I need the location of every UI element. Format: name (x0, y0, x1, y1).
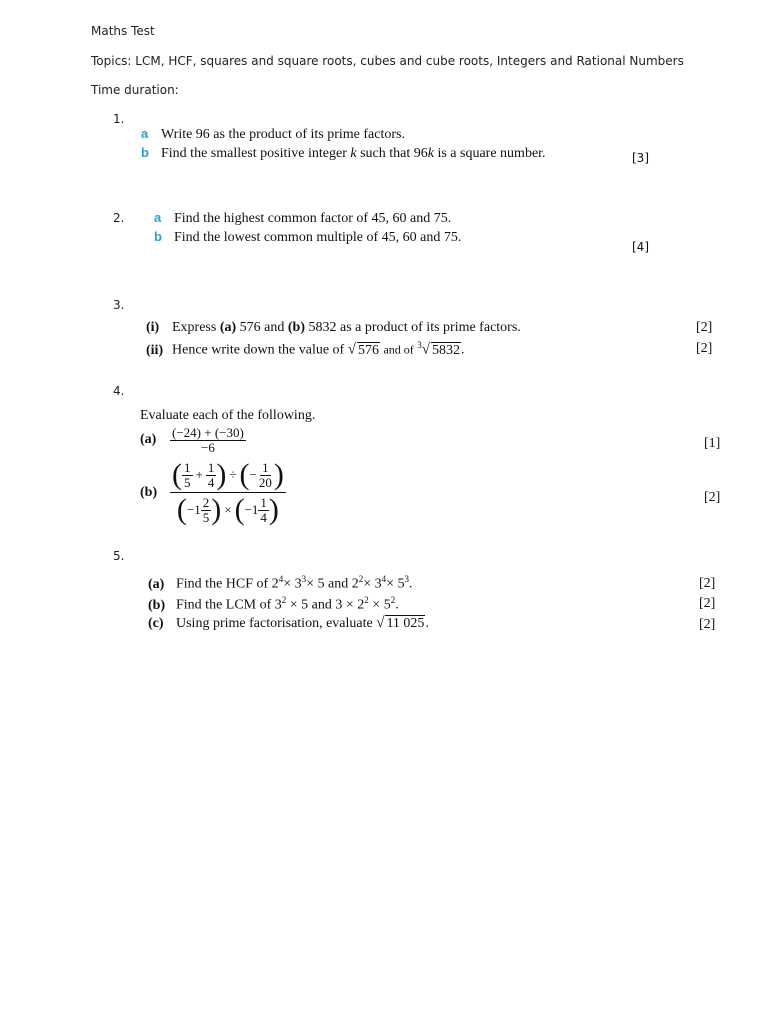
q3-ii-text-1: Hence write down the value of (172, 342, 348, 358)
q1-b-var: k (350, 146, 357, 161)
q3-i-marks: [2] (696, 320, 713, 335)
q1-b-text-2: such that 96 (356, 146, 428, 161)
q2-part-a (154, 210, 451, 227)
q5-b-marks: [2] (699, 596, 716, 611)
q2-b-text: Find the lowest common multiple of 45, 60 and 75. (174, 230, 462, 245)
q1-b-letter: b (141, 145, 149, 160)
question-number-5: 5. (113, 549, 125, 563)
q4-b-f3: $\frac{1}{20}$ (258, 459, 272, 490)
q1-part-b (141, 145, 546, 162)
q5-part-a: (a) Find the HCF of $2^4\times 3^3\times 5$ and $2^2\times 3^4\times 5^3$. (148, 574, 413, 592)
q3-ii-label: (ii) (146, 342, 164, 358)
page-title: Maths Test (91, 24, 155, 38)
q1-marks: [3] (632, 151, 649, 165)
q1-b-text-3: is a square number. (433, 146, 546, 161)
q4-a-denominator: −6 (200, 439, 215, 455)
q3-ii-cbrt-index: 3 (417, 340, 422, 350)
question-number-1: 1. (113, 112, 125, 126)
q1-a-letter: a (141, 126, 149, 141)
q5-c-marks: [2] (699, 617, 716, 632)
q3-i-text-1: Express (172, 320, 220, 335)
q4-part-b (140, 460, 286, 525)
q3-ii-sqrt-val: 576 (357, 342, 379, 358)
q5-part-c: (c) Using prime factorisation, evaluate √ 11 025. (148, 615, 429, 631)
q4-b-label: (b) (140, 484, 158, 500)
q4-a-fraction (170, 426, 246, 454)
q4-b-numerator: ( $\frac{1}{5}$ + $\frac{1}{4}$ ) ÷ ( − $\frac{1}{20}$ ) (172, 458, 284, 491)
q5-part-b: (b) Find the LCM of $3^2 \times 5$ and $3 \times 2^2 \times 5^2$. (148, 595, 399, 613)
q4-b-m1: $\frac{2}{5}$ (202, 494, 210, 525)
topics-line: Topics: LCM, HCF, squares and square roots, cubes and cube roots, Integers and Rational Numbers (91, 54, 684, 68)
q1-b-text-1: Find the smallest positive integer (161, 146, 351, 161)
q4-b-marks: [2] (704, 490, 721, 505)
q3-ii-text-2: and of (383, 342, 414, 357)
q4-b-f2: $\frac{1}{4}$ (207, 459, 215, 490)
q3-i-a: (a) (219, 320, 237, 335)
question-number-4: 4. (113, 384, 125, 398)
q3-part-i (146, 320, 521, 336)
q4-a-label: (a) (140, 432, 157, 448)
q4-a-marks: [1] (704, 436, 721, 451)
q2-part-b (154, 229, 461, 246)
q3-ii-cbrt-val: 5832 (432, 342, 461, 358)
q4-b-denominator: ( −1 $\frac{2}{5}$ ) × ( −1 $\frac{1}{4}$ ) (176, 493, 279, 526)
q1-b-var2: k (427, 146, 434, 161)
q2-a-text: Find the highest common factor of 45, 60 and 75. (174, 211, 452, 226)
q3-i-text-2: 576 and (236, 320, 288, 335)
q1-a-text: Write 96 as the product of its prime factors. (161, 127, 405, 142)
q2-b-letter: b (154, 229, 162, 244)
q3-i-text-3: 5832 as a product of its prime factors. (305, 320, 521, 335)
time-duration: Time duration: (91, 83, 179, 97)
q4-b-m2: $\frac{1}{4}$ (260, 494, 267, 525)
q3-ii-marks: [2] (696, 341, 713, 356)
q5-a-marks: [2] (699, 576, 716, 591)
q5-a-label: (a) (148, 576, 165, 592)
cbrt-symbol: √ (421, 341, 431, 358)
q5-c-sqrt-val: 11 025 (386, 616, 425, 631)
q2-a-letter: a (154, 210, 162, 225)
q2-marks: [4] (632, 240, 649, 254)
q5-c-label: (c) (148, 616, 164, 631)
q4-intro: Evaluate each of the following. (140, 408, 316, 423)
q4-part-a (140, 426, 246, 454)
q3-i-b: (b) (287, 320, 305, 335)
question-number-3: 3. (113, 298, 125, 312)
question-number-2: 2. (113, 211, 125, 225)
q4-b-f1: $\frac{1}{5}$ (184, 459, 191, 490)
sqrt-symbol: √ (347, 341, 356, 358)
q4-b-complex-fraction (170, 460, 286, 525)
q5-b-label: (b) (148, 597, 166, 613)
q4-a-numerator: (−24) + (−30) (172, 425, 244, 440)
q1-part-a (141, 126, 405, 143)
q3-ii-text-3: . (461, 342, 465, 358)
q3-part-ii (146, 340, 465, 359)
sqrt-symbol: √ (376, 615, 385, 631)
q3-i-label: (i) (146, 320, 160, 335)
